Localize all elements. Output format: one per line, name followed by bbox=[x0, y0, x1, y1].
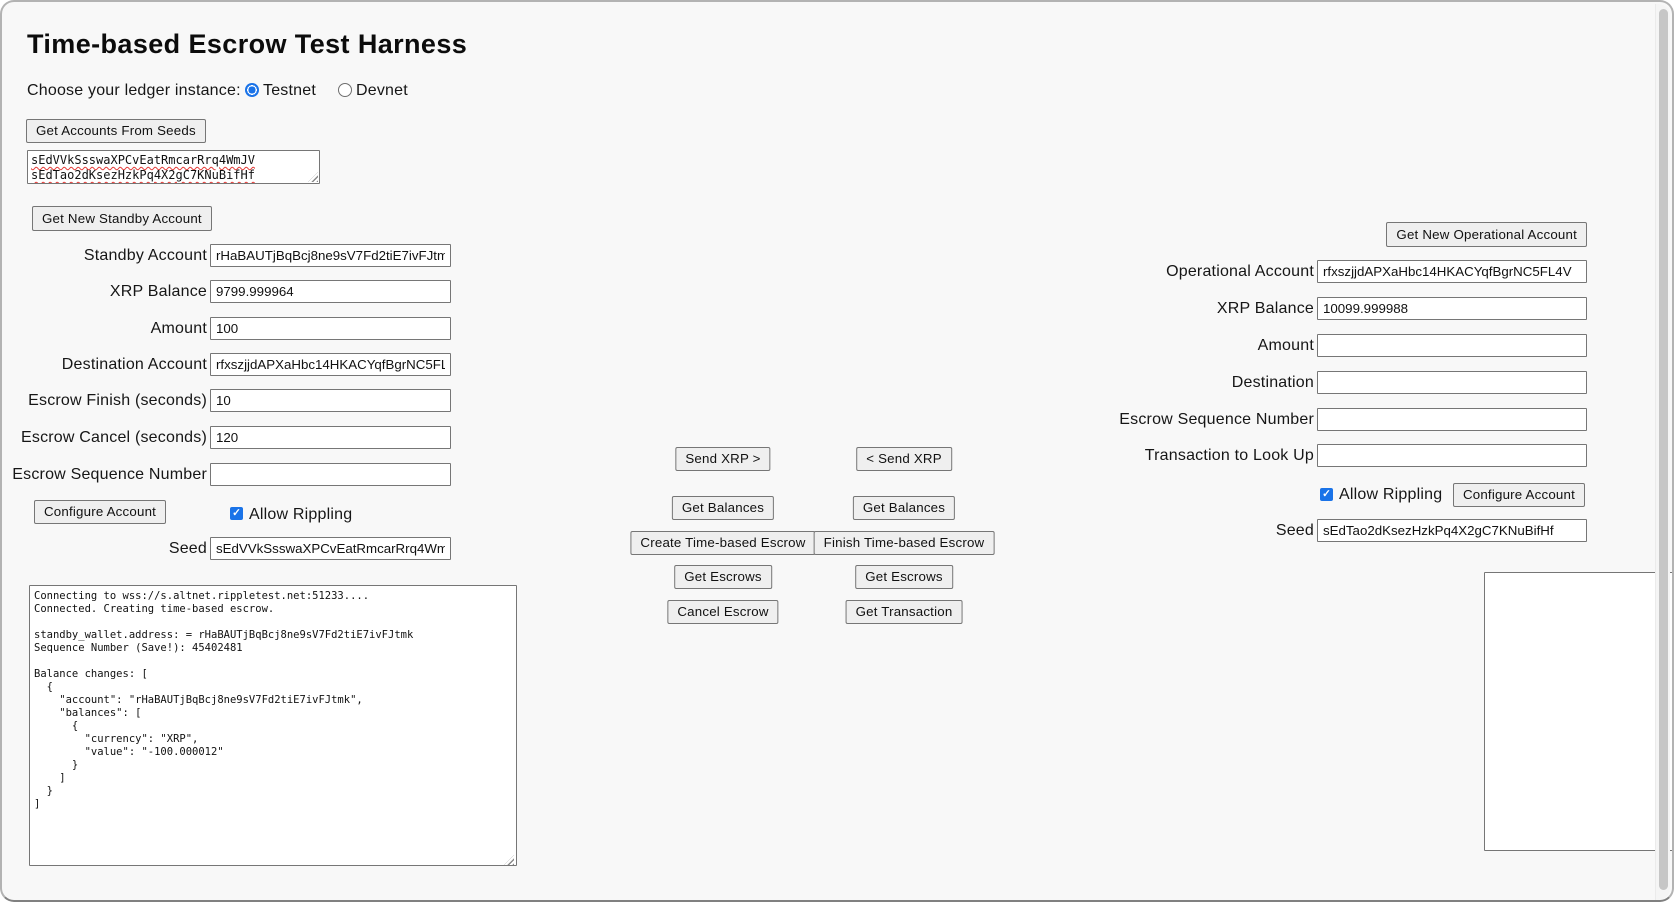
send-xrp-to-operational-button[interactable]: Send XRP > bbox=[675, 447, 770, 471]
operational-escrow-sequence-number-input[interactable] bbox=[1317, 408, 1587, 431]
ledger-instance-label: Choose your ledger instance: bbox=[27, 82, 241, 99]
operational-account-input[interactable] bbox=[1317, 260, 1587, 283]
standby-allow-rippling-label: Allow Rippling bbox=[249, 506, 353, 523]
standby-configure-account-button[interactable]: Configure Account bbox=[34, 500, 166, 524]
operational-result-area bbox=[1484, 572, 1674, 856]
transaction-to-look-up-label: Transaction to Look Up bbox=[1144, 447, 1314, 464]
operational-escrow-sequence-number-label: Escrow Sequence Number bbox=[1119, 411, 1314, 428]
standby-destination-account-label: Destination Account bbox=[61, 356, 207, 373]
operational-allow-rippling-label: Allow Rippling bbox=[1339, 486, 1443, 503]
get-transaction-button[interactable]: Get Transaction bbox=[846, 600, 963, 624]
operational-destination-input[interactable] bbox=[1317, 371, 1587, 394]
cancel-escrow-button[interactable]: Cancel Escrow bbox=[667, 600, 778, 624]
operational-allow-rippling-checkbox[interactable] bbox=[1320, 488, 1333, 501]
standby-amount-input[interactable] bbox=[210, 317, 451, 340]
operational-result-textarea[interactable] bbox=[1484, 572, 1674, 851]
standby-account-input[interactable] bbox=[210, 244, 451, 267]
standby-get-balances-button[interactable]: Get Balances bbox=[672, 496, 774, 520]
seed-line-1: sEdVVkSsswaXPCvEatRmcarRrq4WmJV bbox=[31, 153, 255, 167]
seed-line-2: sEdTao2dKsezHzkPq4X2gC7KNuBifHf bbox=[31, 168, 255, 182]
operational-seed-input[interactable] bbox=[1317, 519, 1587, 542]
testnet-radio[interactable] bbox=[245, 83, 259, 97]
standby-get-escrows-button[interactable]: Get Escrows bbox=[674, 565, 772, 589]
standby-xrp-balance-input[interactable] bbox=[210, 280, 451, 303]
escrow-finish-seconds-input[interactable] bbox=[210, 389, 451, 412]
operational-configure-account-button[interactable]: Configure Account bbox=[1453, 483, 1585, 507]
standby-result-area bbox=[29, 585, 517, 871]
escrow-cancel-seconds-input[interactable] bbox=[210, 426, 451, 449]
operational-amount-label: Amount bbox=[1257, 337, 1314, 354]
standby-xrp-balance-label: XRP Balance bbox=[109, 283, 207, 300]
page-title: Time-based Escrow Test Harness bbox=[27, 29, 468, 59]
operational-xrp-balance-input[interactable] bbox=[1317, 297, 1587, 320]
standby-seed-input[interactable] bbox=[210, 537, 451, 560]
operational-seed-label: Seed bbox=[1275, 522, 1314, 539]
seeds-textarea[interactable] bbox=[27, 150, 320, 184]
operational-get-escrows-button[interactable]: Get Escrows bbox=[855, 565, 953, 589]
devnet-radio[interactable] bbox=[338, 83, 352, 97]
operational-amount-input[interactable] bbox=[1317, 334, 1587, 357]
operational-xrp-balance-label: XRP Balance bbox=[1216, 300, 1314, 317]
send-xrp-to-standby-button[interactable]: < Send XRP bbox=[856, 447, 952, 471]
standby-escrow-sequence-number-label: Escrow Sequence Number bbox=[12, 466, 207, 483]
get-new-operational-account-button[interactable]: Get New Operational Account bbox=[1386, 222, 1587, 247]
standby-allow-rippling-checkbox[interactable] bbox=[230, 507, 243, 520]
finish-time-based-escrow-button[interactable]: Finish Time-based Escrow bbox=[814, 531, 995, 555]
operational-get-balances-button[interactable]: Get Balances bbox=[853, 496, 955, 520]
standby-seed-label: Seed bbox=[168, 540, 207, 557]
vertical-scrollbar-track[interactable] bbox=[1655, 4, 1670, 900]
operational-destination-label: Destination bbox=[1231, 374, 1314, 391]
standby-account-label: Standby Account bbox=[83, 247, 207, 264]
devnet-radio-label[interactable]: Devnet bbox=[356, 82, 408, 99]
escrow-cancel-seconds-label: Escrow Cancel (seconds) bbox=[21, 429, 207, 446]
standby-result-textarea[interactable] bbox=[29, 585, 517, 866]
standby-destination-account-input[interactable] bbox=[210, 353, 451, 376]
get-accounts-from-seeds-button[interactable]: Get Accounts From Seeds bbox=[26, 119, 206, 143]
transaction-to-look-up-input[interactable] bbox=[1317, 444, 1587, 467]
escrow-finish-seconds-label: Escrow Finish (seconds) bbox=[28, 392, 207, 409]
create-time-based-escrow-button[interactable]: Create Time-based Escrow bbox=[630, 531, 815, 555]
standby-amount-label: Amount bbox=[150, 320, 207, 337]
get-new-standby-account-button[interactable]: Get New Standby Account bbox=[32, 206, 212, 231]
standby-escrow-sequence-number-input[interactable] bbox=[210, 463, 451, 486]
operational-account-label: Operational Account bbox=[1166, 263, 1314, 280]
testnet-radio-label[interactable]: Testnet bbox=[263, 82, 316, 99]
vertical-scrollbar-thumb[interactable] bbox=[1659, 9, 1668, 890]
